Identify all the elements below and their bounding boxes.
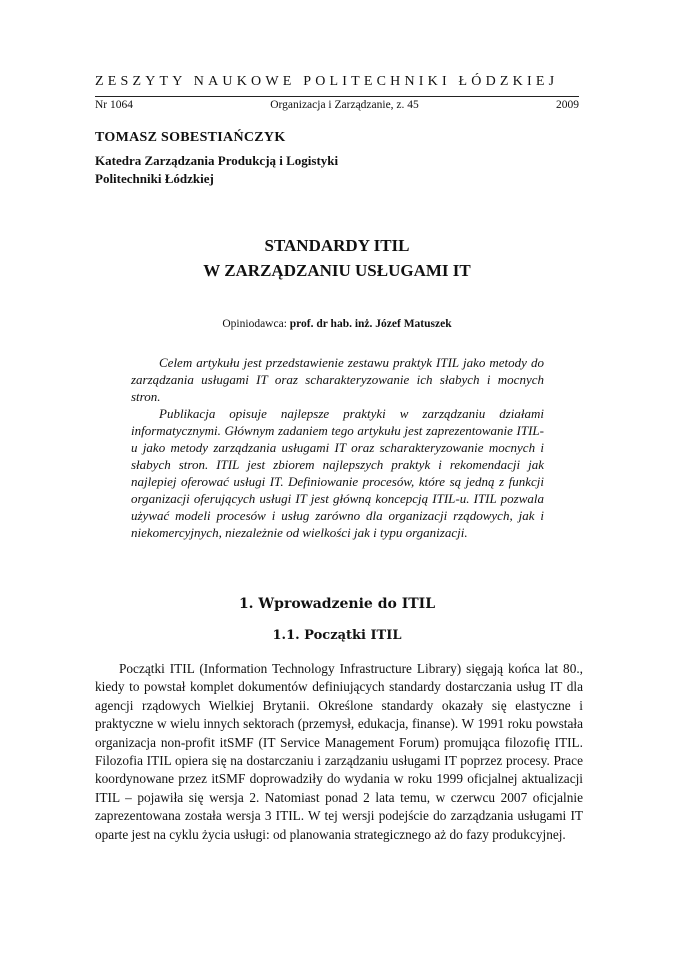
body-paragraph: Początki ITIL (Information Technology Infrastructure Library) sięgają końca lat 80., kiedy to powstał komplet dokumentów definiujących standardy dostarczania usług IT dla agencji rządowych Wielkiej Brytanii. Określone standardy okazały się elastyczne i praktyczne w wielu innych sektorach (przemysł, edukacja, finanse). W 1991 roku powstała organizacja non-profit itSMF (IT Service Management Forum) promująca filozofię ITIL. Filozofia ITIL opiera się na dostarczaniu i zarządzaniu usługami IT poprzez procesy. Prace koordynowane przez itSMF doprowadziły do wydania w roku 1999 oficjalnej aktualizacji ITIL – pojawiła się wersja 2. Natomiast ponad 2 lata temu, w czerwcu 2007 oficjalnie zaprezentowana została wersja 3 ITIL. W tej wersji podejście do zarządzania usługami IT oparte jest na cyklu życia usługi: od planowania strategicznego aż do fazy produkcyjnej. — [95, 661, 583, 842]
author-name: TOMASZ SOBESTIAŃCZYK — [95, 130, 286, 145]
paper-title-line1: STANDARDY ITIL — [264, 236, 410, 255]
subsection-heading: 1.1. Początki ITIL — [272, 628, 402, 643]
affiliation-line2: Politechniki Łódzkiej — [95, 171, 214, 186]
reviewer-label: Opiniodawca: — [222, 318, 287, 330]
affiliation-line1: Katedra Zarządzania Produkcją i Logistyki — [95, 153, 339, 168]
journal-title: ZESZYTY NAUKOWE POLITECHNIKI ŁÓDZKIEJ — [95, 74, 559, 89]
abstract — [131, 354, 544, 541]
reviewer — [95, 318, 579, 330]
abstract-paragraph-1: Celem artykułu jest przedstawienie zestawu praktyk ITIL jako metody do zarządzania usługami IT oraz scharakteryzowanie ich słabych i mocnych stron. — [131, 355, 544, 404]
issue-number: Nr 1064 — [95, 99, 134, 111]
section-heading: 1. Wprowadzenie do ITIL — [238, 596, 436, 612]
publication-year: 2009 — [555, 99, 579, 111]
reviewer-name: prof. dr hab. inż. Józef Matuszek — [289, 318, 452, 330]
header-meta — [95, 96, 579, 111]
series-name: Organizacja i Zarządzanie, z. 45 — [270, 99, 419, 111]
paper-title-line2: W ZARZĄDZANIU USŁUGAMI IT — [203, 261, 471, 280]
abstract-paragraph-2: Publikacja opisuje najlepsze praktyki w zarządzaniu działami informatycznymi. Głównym zadaniem tego artykułu jest zaprezentowanie ITIL-u jako metody zarządzania usługami IT oraz scharakteryzowanie mocnych i słabych stron. ITIL jest zbiorem najlepszych praktyk i rekomendacji jak najlepiej oferować usługi IT. Definiowanie procesów, które są jedną z funkcji organizacji oferujących usługi IT jest główną koncepcją ITIL-u. ITIL pozwala używać modeli procesów i usług zarówno dla organizacji rządowych, jak i niekomercyjnych, niezależnie od wielkości jak i typu organizacji. — [131, 406, 544, 540]
